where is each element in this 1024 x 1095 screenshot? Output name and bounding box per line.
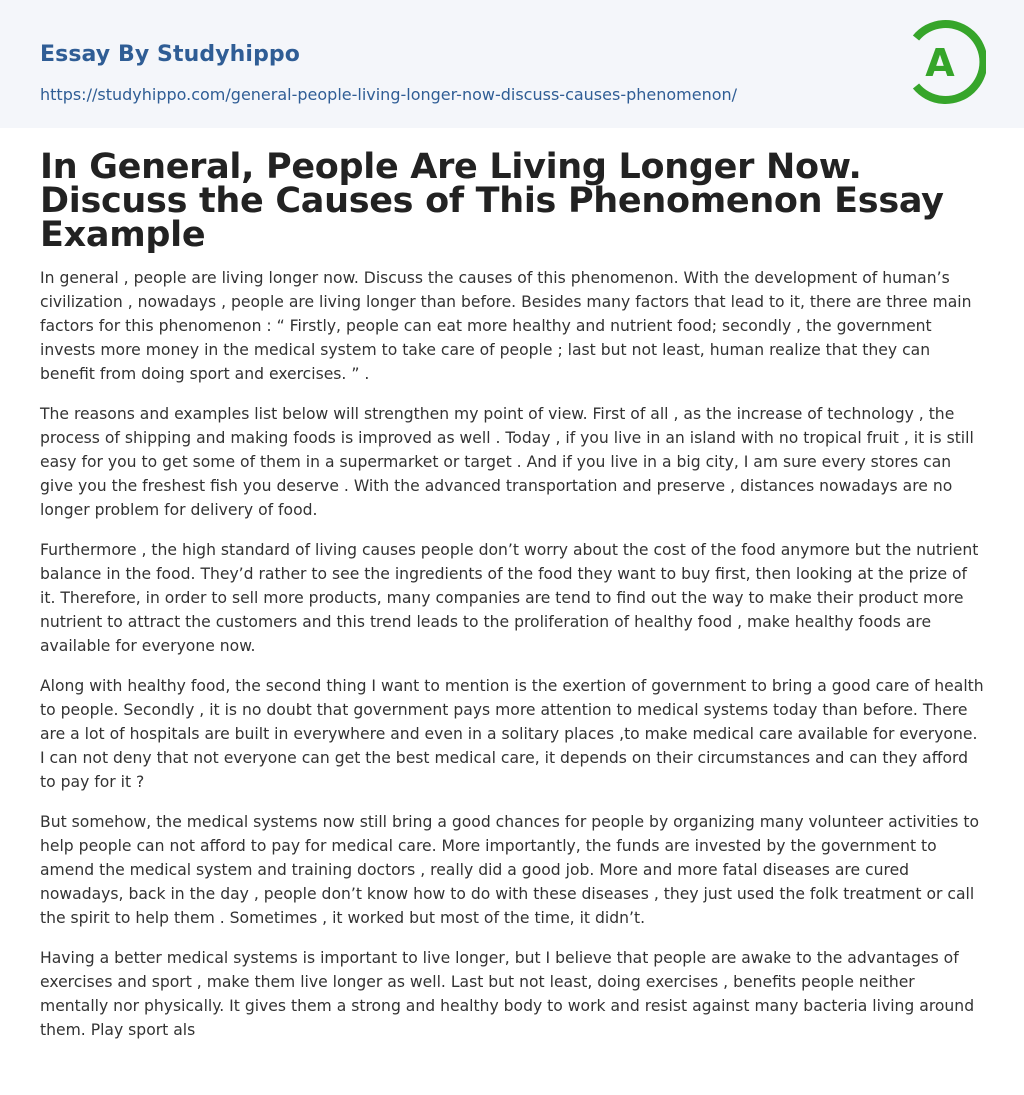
logo-graphic <box>900 19 986 105</box>
essay-url-link[interactable]: https://studyhippo.com/general-people-living-longer-now-discuss-causes-phenomenon/ <box>40 85 738 104</box>
site-title[interactable]: Essay By Studyhippo <box>40 42 300 67</box>
logo-letter: A <box>925 41 955 85</box>
essay-content <box>40 147 986 1058</box>
essay-paragraph: Furthermore , the high standard of living causes people don’t worry about the cost of the food anymore but the nutrient balance in the food. They’d rather to see the ingredients of the food they want to buy first, then looking at the prize of it. Therefore, in order to sell more products, many companies are tend to find out the way to make their product more nutrient to attract the customers and this trend leads to the proliferation of healthy food , make healthy foods are available for everyone now. <box>40 541 979 655</box>
essay-paragraph: The reasons and examples list below will strengthen my point of view. First of all , as the increase of technology , the process of shipping and making foods is improved as well . Today , if you live in an island with no tropical fruit , it is still easy for you to get some of them in a supermarket or target . And if you live in a big city, I am sure every stores can give you the freshest fish you deserve . With the advanced transportation and preserve , distances nowadays are no longer problem for delivery of food. <box>40 405 974 519</box>
essay-paragraph: In general , people are living longer now. Discuss the causes of this phenomenon. With the development of human’s civilization , nowadays , people are living longer than before. Besides many factors that lead to it, there are three main factors for this phenomenon : “ Firstly, people can eat more healthy and nutrient food; secondly , the government invests more money in the medical system to take care of people ; last but not least, human realize that they can benefit from doing sport and exercises. ” . <box>40 269 972 383</box>
essay-paragraph: But somehow, the medical systems now still bring a good chances for people by organizing many volunteer activities to help people can not afford to pay for medical care. More importantly, the funds are invested by the government to amend the medical system and training doctors , really did a good job. More and more fatal diseases are cured nowadays, back in the day , people don’t know how to do with these diseases , they just used the folk treatment or call the spirit to help them . Sometimes , it worked but most of the time, it didn’t. <box>40 813 979 927</box>
essay-paragraph: Having a better medical systems is important to live longer, but I believe that people are awake to the advantages of exercises and sport , make them live longer as well. Last but not least, doing exercises , benefits people neither mentally nor physically. It gives them a strong and healthy body to work and resist against many bacteria living around them. Play sport als <box>40 949 975 1039</box>
site-header <box>0 0 1024 128</box>
essay-title: In General, People Are Living Longer Now. Discuss the Causes of This Phenomenon Essay Example <box>40 147 944 255</box>
essay-paragraph: Along with healthy food, the second thing I want to mention is the exertion of government to bring a good care of health to people. Secondly , it is no doubt that government pays more attention to medical systems today than before. There are a lot of hospitals are built in everywhere and even in a solitary places ,to make medical care available for everyone. I can not deny that not everyone can get the best medical care, it depends on their circumstances and can they afford to pay for it ? <box>40 677 984 791</box>
studyhippo-logo-icon[interactable] <box>900 19 986 105</box>
